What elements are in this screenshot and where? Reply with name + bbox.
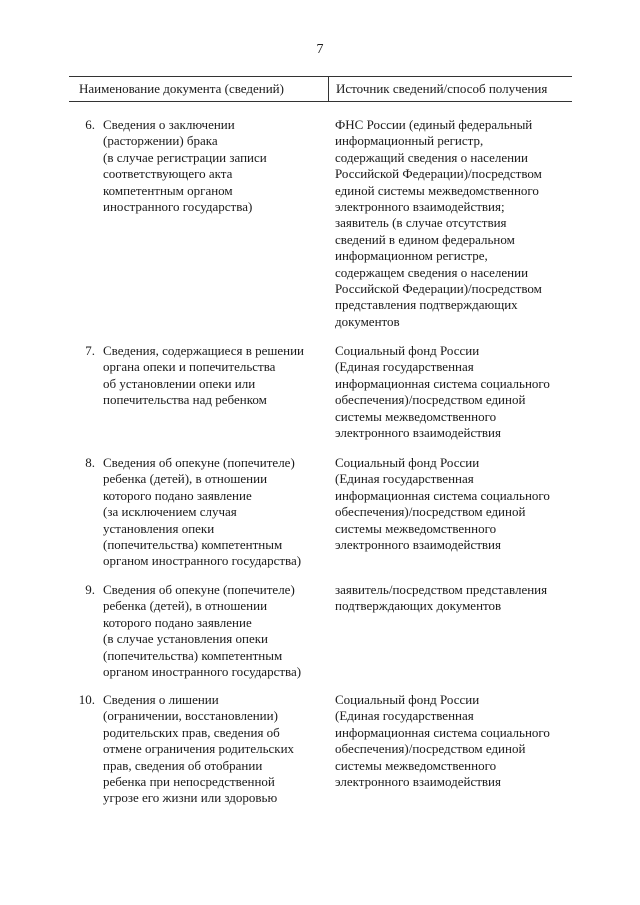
- document-line: ребенка (детей), в отношении: [103, 471, 268, 487]
- row-number: 6.: [85, 117, 95, 132]
- source-cell: [335, 343, 572, 441]
- document-line: (в случае установления опеки: [103, 631, 269, 647]
- document-line: иностранного государства): [103, 199, 253, 215]
- source-line: информационная система социального: [335, 375, 550, 391]
- source-line: представления подтверждающих: [335, 297, 518, 313]
- document-cell: [103, 582, 325, 680]
- source-line: системы межведомственного: [335, 757, 497, 773]
- source-line: информационная система социального: [335, 487, 550, 503]
- source-line: электронного взаимодействия: [335, 774, 501, 790]
- document-line: Сведения об опекуне (попечителе): [103, 455, 295, 470]
- document-line: органом иностранного государства): [103, 553, 302, 569]
- document-line: компетентным органом: [103, 182, 233, 198]
- source-line: Социальный фонд России: [335, 455, 480, 470]
- source-line: заявитель/посредством представления: [335, 582, 548, 597]
- row-number: 7.: [85, 343, 95, 358]
- table-header: [69, 76, 572, 102]
- document-line: (в случае регистрации записи: [103, 149, 267, 165]
- header-divider: [328, 77, 329, 101]
- document-cell: [103, 117, 325, 215]
- source-cell: [335, 582, 572, 615]
- document-line: Сведения о лишении: [103, 692, 219, 707]
- document-line: об установлении опеки или: [103, 375, 256, 391]
- document-line: угрозе его жизни или здоровью: [103, 790, 278, 806]
- source-line: подтверждающих документов: [335, 598, 502, 614]
- document-line: попечительства над ребенком: [103, 392, 267, 408]
- row-number: 8.: [85, 455, 95, 470]
- document-line: которого подано заявление: [103, 487, 252, 503]
- source-cell: [335, 455, 572, 553]
- document-line: ребенка при непосредственной: [103, 774, 275, 790]
- source-line: электронного взаимодействия: [335, 537, 501, 553]
- document-line: (попечительства) компетентным: [103, 537, 283, 553]
- document-line: Сведения о заключении: [103, 117, 235, 132]
- document-line: родительских прав, сведения об: [103, 724, 280, 740]
- document-line: органа опеки и попечительства: [103, 359, 276, 375]
- document-line: органом иностранного государства): [103, 664, 302, 680]
- source-line: системы межведомственного: [335, 408, 497, 424]
- source-line: информационный регистр,: [335, 133, 484, 149]
- header-source: Источник сведений/способ получения: [336, 81, 548, 96]
- source-line: системы межведомственного: [335, 520, 497, 536]
- source-line: электронного взаимодействия: [335, 425, 501, 441]
- source-line: единой системы межведомственного: [335, 182, 539, 198]
- source-line: содержащем сведения о населении: [335, 264, 529, 280]
- row-number: 9.: [85, 582, 95, 597]
- source-line: обеспечения)/посредством единой: [335, 392, 526, 408]
- source-cell: [335, 692, 572, 790]
- source-line: Российской Федерации)/посредством: [335, 166, 542, 182]
- document-line: ребенка (детей), в отношении: [103, 598, 268, 614]
- source-line: обеспечения)/посредством единой: [335, 741, 526, 757]
- header-document-name: Наименование документа (сведений): [79, 81, 284, 96]
- document-line: Сведения об опекуне (попечителе): [103, 582, 295, 597]
- document-cell: [103, 455, 325, 570]
- document-line: (расторжении) брака: [103, 133, 218, 149]
- page-number: 7: [316, 42, 324, 57]
- document-cell: [103, 343, 325, 409]
- row-number: 10.: [78, 692, 95, 707]
- document-line: Сведения, содержащиеся в решении: [103, 343, 305, 358]
- document-line: (за исключением случая: [103, 504, 237, 520]
- source-line: (Единая государственная: [335, 359, 474, 375]
- document-line: которого подано заявление: [103, 614, 252, 630]
- source-line: ФНС России (единый федеральный: [335, 117, 533, 132]
- source-line: Социальный фонд России: [335, 692, 480, 707]
- source-line: электронного взаимодействия;: [335, 199, 505, 215]
- source-line: содержащий сведения о населении: [335, 149, 528, 165]
- source-line: Российской Федерации)/посредством: [335, 281, 542, 297]
- source-line: (Единая государственная: [335, 708, 474, 724]
- source-line: (Единая государственная: [335, 471, 474, 487]
- source-line: документов: [335, 313, 400, 329]
- document-line: (ограничении, восстановлении): [103, 708, 278, 724]
- document-line: соответствующего акта: [103, 166, 233, 182]
- document-line: прав, сведения об отобрании: [103, 757, 263, 773]
- document-line: (попечительства) компетентным: [103, 647, 283, 663]
- source-line: обеспечения)/посредством единой: [335, 504, 526, 520]
- source-line: информационная система социального: [335, 724, 550, 740]
- document-line: установления опеки: [103, 520, 215, 536]
- source-line: заявитель (в случае отсутствия: [335, 215, 507, 231]
- source-cell: [335, 117, 572, 330]
- source-line: информационном регистре,: [335, 248, 488, 264]
- document-cell: [103, 692, 325, 807]
- source-line: сведений в едином федеральном: [335, 231, 515, 247]
- document-line: отмене ограничения родительских: [103, 741, 295, 757]
- source-line: Социальный фонд России: [335, 343, 480, 358]
